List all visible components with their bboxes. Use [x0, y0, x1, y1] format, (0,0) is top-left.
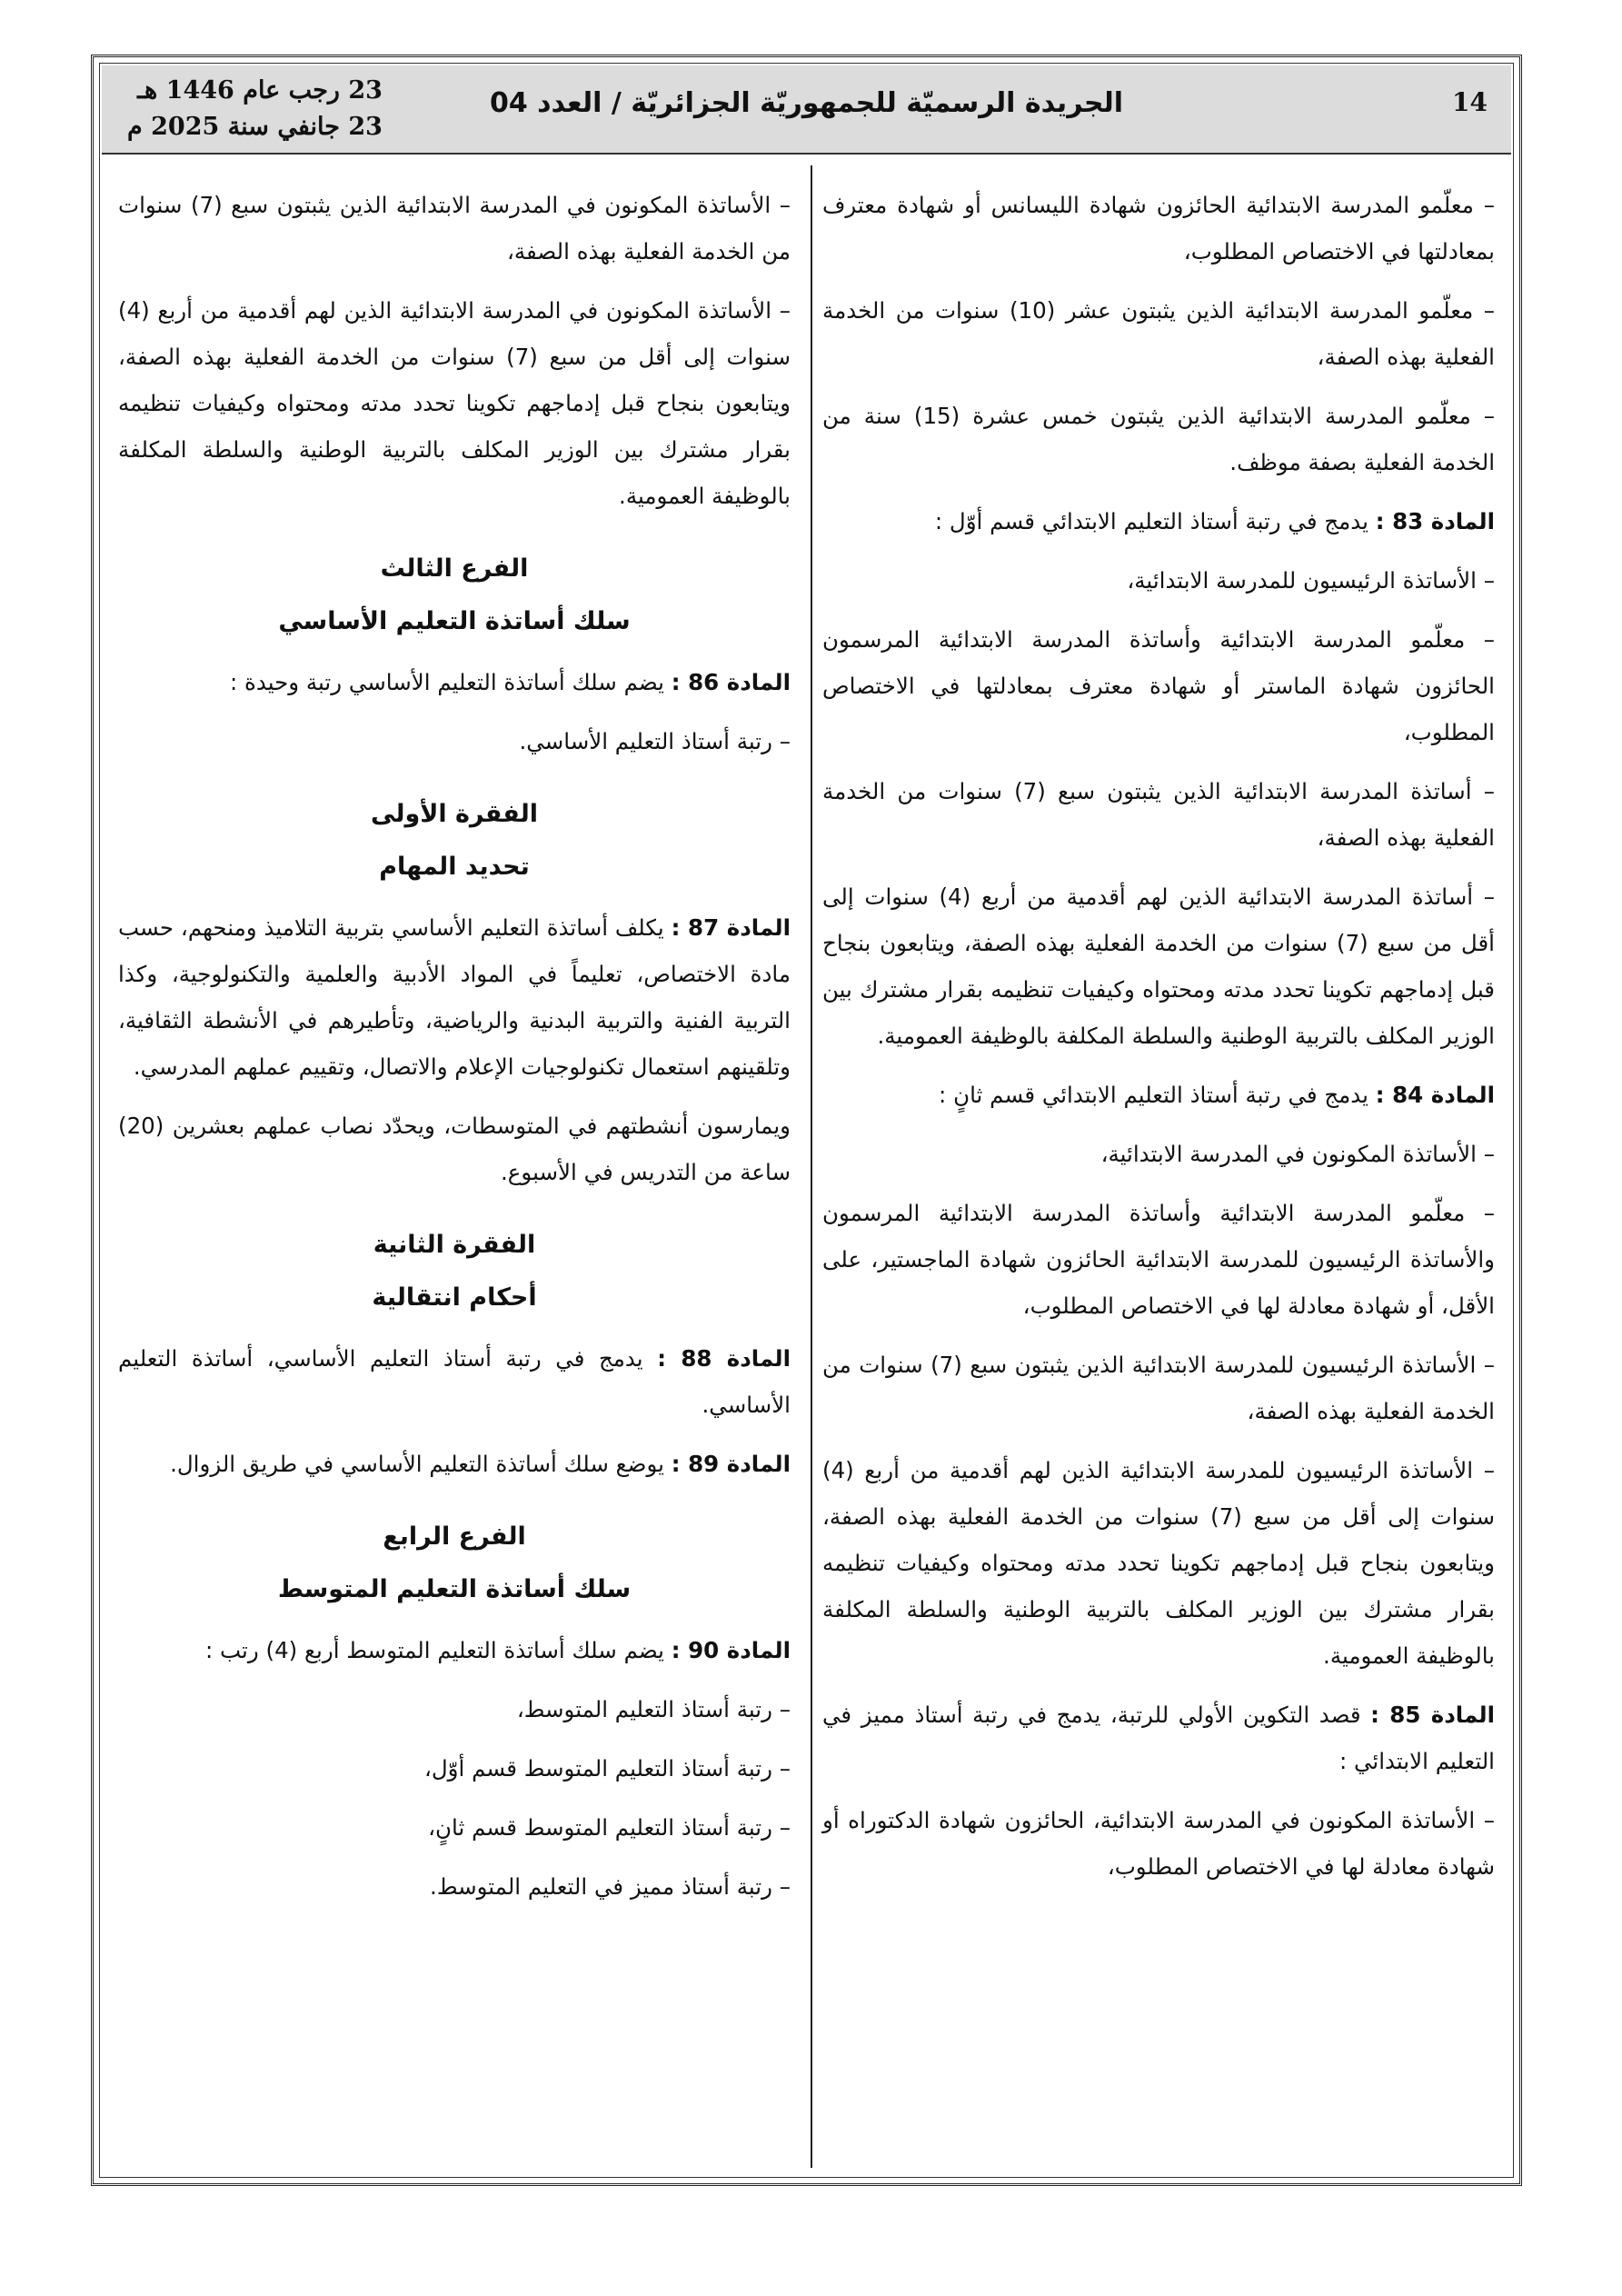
- body-paragraph: – الأساتذة المكونون في المدرسة الابتدائية الذين لهم أقدمية من أربع (4) سنوات إلى أقل من سبع (7) سنوات من الخدمة الفعلية بهذه الصفة، ويتابعون بنجاح قبل إدماجهم تكوينا تحدد مدته ومحتواه وكيفيات تنظيمه بقرار مشترك بين الوزير المكلف بالتربية الوطنية والسلطة المكلفة بالوظيفة العمومية.: [118, 297, 791, 509]
- body-paragraph: – معلّمو المدرسة الابتدائية وأساتذة المدرسة الابتدائية المرسمون الحائزون شهادة الماستر أو شهادة معترف بمعادلتها في الاختصاص المطلوب،: [822, 626, 1495, 745]
- section-heading: الفقرة الأولى: [371, 800, 538, 828]
- body-paragraph: – الأساتذة المكونون في المدرسة الابتدائية،: [1100, 1141, 1495, 1167]
- article-paragraph: [822, 1692, 1495, 1784]
- body-paragraph: – أساتذة المدرسة الابتدائية الذين يثبتون سبع (7) سنوات من الخدمة الفعلية بهذه الصفة،: [822, 778, 1495, 851]
- left-column: [118, 182, 791, 1922]
- article-paragraph: [118, 1441, 791, 1487]
- article-label: المادة 87 :: [671, 914, 791, 941]
- section-heading: الفقرة الثانية: [373, 1231, 536, 1259]
- article-text: يضم سلك أساتذة التعليم الأساسي رتبة وحيدة :: [229, 669, 672, 695]
- body-paragraph: – رتبة أستاذ التعليم المتوسط قسم ثانٍ،: [428, 1814, 791, 1841]
- article-text: يدمج في رتبة أستاذ التعليم الابتدائي قسم ثانٍ :: [939, 1082, 1376, 1108]
- article-text: يدمج في رتبة أستاذ التعليم الأساسي، أساتذة التعليم الأساسي.: [118, 1345, 791, 1418]
- section-subheading: سلك أساتذة التعليم المتوسط: [277, 1575, 632, 1603]
- article-paragraph: [118, 1627, 791, 1673]
- body-paragraph: – أساتذة المدرسة الابتدائية الذين لهم أقدمية من أربع (4) سنوات إلى أقل من سبع (7) سنوات من الخدمة الفعلية بهذه الصفة، ويتابعون بنجاح قبل إدماجهم تكوينا تحدد مدته ومحتواه وكيفيات تنظيمه بقرار مشترك بين الوزير المكلف بالتربية الوطنية والسلطة المكلفة بالوظيفة العمومية.: [822, 883, 1495, 1049]
- article-text: يضم سلك أساتذة التعليم المتوسط أربع (4) رتب :: [204, 1637, 672, 1663]
- article-label: المادة 84 :: [1375, 1082, 1495, 1108]
- article-text: يدمج في رتبة أستاذ التعليم الابتدائي قسم أوّل :: [934, 508, 1376, 534]
- article-label: المادة 89 :: [671, 1451, 791, 1477]
- article-paragraph: [118, 904, 791, 1090]
- page-header: [102, 65, 1511, 155]
- column-divider: [811, 165, 812, 2168]
- body-paragraph: – معلّمو المدرسة الابتدائية الذين يثبتون عشر (10) سنوات من الخدمة الفعلية بهذه الصفة،: [822, 297, 1495, 370]
- article-text: يوضع سلك أساتذة التعليم الأساسي في طريق الزوال.: [170, 1451, 672, 1477]
- body-paragraph: – معلّمو المدرسة الابتدائية الذين يثبتون خمس عشرة (15) سنة من الخدمة الفعلية بصفة موظف.: [822, 403, 1495, 475]
- section-subheading: سلك أساتذة التعليم الأساسي: [278, 607, 631, 635]
- body-paragraph: – الأساتذة الرئيسيون للمدرسة الابتدائية الذين لهم أقدمية من أربع (4) سنوات إلى أقل من سبع (7) سنوات من الخدمة الفعلية بهذه الصفة، ويتابعون بنجاح قبل إدماجهم تكوينا تحدد مدته ومحتواه وكيفيات تنظيمه بقرار مشترك بين الوزير المكلف بالتربية الوطنية والسلطة المكلفة بالوظيفة العمومية.: [822, 1457, 1495, 1669]
- section-heading: الفرع الرابع: [383, 1522, 526, 1551]
- hijri-date: 23 رجب عام 1446 هـ: [137, 76, 383, 105]
- body-paragraph: – الأساتذة الرئيسيون للمدرسة الابتدائية،: [1127, 567, 1495, 594]
- body-paragraph: – رتبة أستاذ التعليم المتوسط،: [516, 1696, 791, 1722]
- article-paragraph: [822, 498, 1495, 544]
- gregorian-date: 23 جانفي سنة 2025 م: [127, 113, 383, 141]
- body-paragraph: ويمارسون أنشطتهم في المتوسطات، ويحدّد نصاب عملهم بعشرين (20) ساعة من التدريس في الأسبوع.: [118, 1113, 791, 1185]
- article-label: المادة 86 :: [671, 669, 791, 695]
- article-text: يكلف أساتذة التعليم الأساسي بتربية التلاميذ ومنحهم، حسب مادة الاختصاص، تعليماً في المواد الأدبية والعلمية والتكنولوجية، وكذا التربية الفنية والتربية البدنية والرياضية، وتأطيرهم في الأنشطة الثقافية، وتلقينهم استعمال تكنولوجيات الإعلام والاتصال، وتقييم عملهم المدرسي.: [118, 914, 791, 1080]
- body-paragraph: – رتبة أستاذ التعليم الأساسي.: [519, 728, 791, 754]
- section-subheading: أحكام انتقالية: [372, 1283, 537, 1312]
- section-heading: الفرع الثالث: [380, 554, 529, 583]
- article-label: المادة 88 :: [657, 1345, 791, 1372]
- article-label: المادة 85 :: [1370, 1702, 1495, 1728]
- body-paragraph: – رتبة أستاذ مميز في التعليم المتوسط.: [430, 1873, 791, 1900]
- journal-title: الجريدة الرسميّة للجمهوريّة الجزائريّة / العدد 04: [489, 87, 1124, 119]
- article-paragraph: [118, 1335, 791, 1428]
- right-column: [822, 182, 1495, 1902]
- issue-date: [127, 73, 383, 145]
- article-text: قصد التكوين الأولي للرتبة، يدمج في رتبة أستاذ مميز في التعليم الابتدائي :: [822, 1702, 1495, 1774]
- article-paragraph: [822, 1072, 1495, 1118]
- page-number: 14: [1452, 87, 1488, 117]
- body-paragraph: – الأساتذة المكونون في المدرسة الابتدائية، الحائزون شهادة الدكتوراه أو شهادة معادلة لها في الاختصاص المطلوب،: [822, 1807, 1495, 1880]
- article-paragraph: [118, 659, 791, 705]
- body-paragraph: – معلّمو المدرسة الابتدائية الحائزون شهادة الليسانس أو شهادة معترف بمعادلتها في الاختصاص المطلوب،: [822, 192, 1495, 265]
- body-paragraph: – الأساتذة المكونون في المدرسة الابتدائية الذين يثبتون سبع (7) سنوات من الخدمة الفعلية بهذه الصفة،: [118, 192, 791, 265]
- article-label: المادة 90 :: [671, 1637, 791, 1663]
- body-paragraph: – الأساتذة الرئيسيون للمدرسة الابتدائية الذين يثبتون سبع (7) سنوات من الخدمة الفعلية بهذه الصفة،: [822, 1352, 1496, 1424]
- body-paragraph: – معلّمو المدرسة الابتدائية وأساتذة المدرسة الابتدائية المرسمون والأساتذة الرئيسيون للمدرسة الابتدائية الحائزون شهادة الماجستير، على الأقل، أو شهادة معادلة لها في الاختصاص المطلوب،: [822, 1200, 1495, 1319]
- section-subheading: تحديد المهام: [379, 853, 530, 881]
- body-paragraph: – رتبة أستاذ التعليم المتوسط قسم أوّل،: [423, 1755, 791, 1782]
- article-label: المادة 83 :: [1375, 508, 1495, 534]
